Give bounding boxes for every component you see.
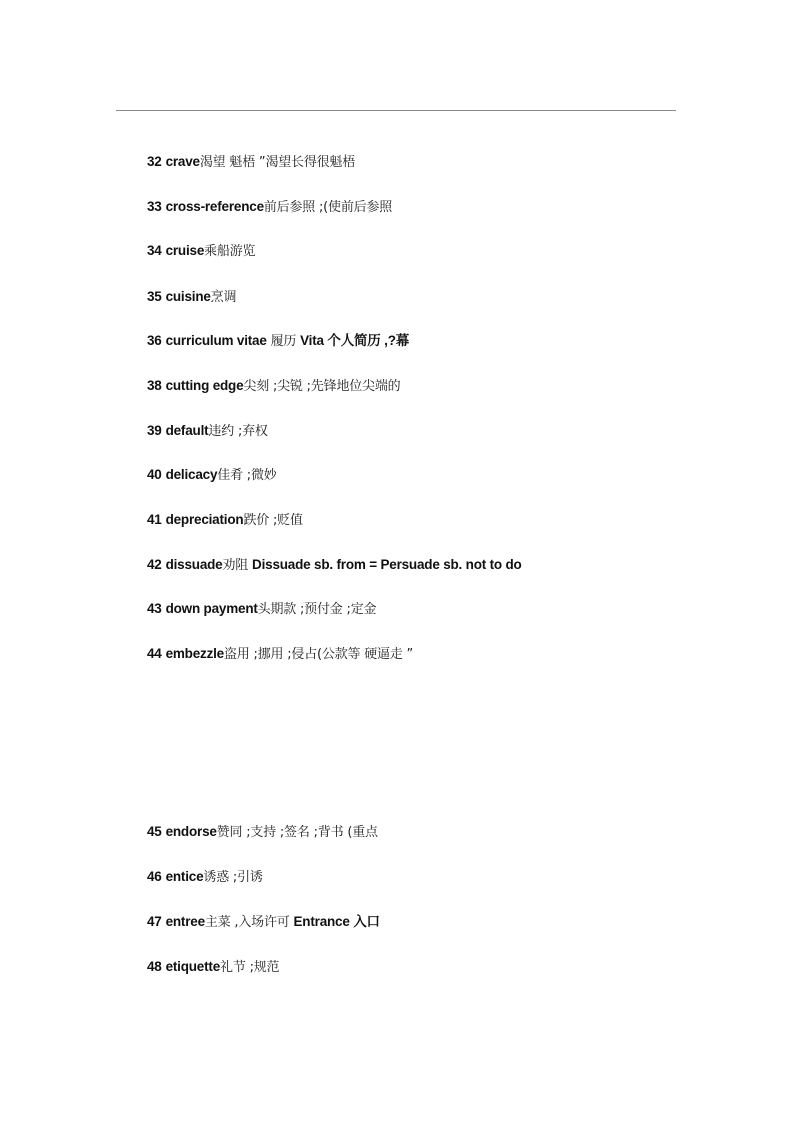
entry-definition: 主菜 ,入场许可 [204, 915, 294, 930]
entry-definition: 烹调 [210, 290, 237, 305]
entry-number: 47 [147, 914, 162, 929]
entry-number: 32 [147, 154, 162, 169]
entry-note: Vita 个人简历 ,?幕 [300, 333, 410, 348]
entry-definition: 劝阻 [222, 558, 253, 573]
entry-definition: 跌价 ;贬值 [243, 513, 303, 528]
entry-definition: 前后参照 ;(使前后参照 [263, 200, 393, 215]
vocab-entry-35 [147, 288, 236, 307]
entry-definition: 履历 [266, 334, 301, 349]
entry-definition: 赞同 ;支持 ;签名 ;背书 (重点 [216, 825, 378, 840]
entry-number: 34 [147, 243, 162, 258]
entry-definition: 礼节 ;规范 [220, 960, 280, 975]
entry-word: cruise [165, 243, 205, 258]
entry-word: entice [165, 869, 204, 884]
entry-number: 39 [147, 423, 162, 438]
entry-number: 42 [147, 557, 162, 572]
entry-word: default [165, 423, 209, 438]
entry-number: 41 [147, 512, 162, 527]
entry-word: crave [165, 154, 200, 169]
entry-word: entree [165, 914, 205, 929]
vocab-entry-38 [147, 377, 400, 396]
vocab-entry-46 [147, 868, 263, 887]
vocab-entry-32 [147, 153, 355, 172]
entry-word: down payment [165, 601, 258, 616]
entry-number: 33 [147, 199, 162, 214]
entry-number: 35 [147, 289, 162, 304]
entry-word: endorse [165, 824, 217, 839]
entry-number: 40 [147, 467, 162, 482]
vocab-entry-44 [147, 645, 413, 664]
entry-word: depreciation [165, 512, 244, 527]
vocab-entry-47 [147, 913, 380, 932]
entry-word: etiquette [165, 959, 221, 974]
entry-word: cuisine [165, 289, 211, 304]
entry-number: 45 [147, 824, 162, 839]
entry-number: 36 [147, 333, 162, 348]
entry-number: 43 [147, 601, 162, 616]
entry-note: Entrance 入口 [293, 914, 380, 929]
entry-note: Dissuade sb. from = Persuade sb. not to do [252, 557, 522, 572]
entry-definition: 诱惑 ;引诱 [203, 870, 263, 885]
vocab-entry-39 [147, 422, 268, 441]
entry-word: delicacy [165, 467, 218, 482]
entry-definition: 渴望 魁梧 ”渴望长得很魁梧 [199, 155, 356, 170]
entry-definition: 佳肴 ;微妙 [217, 468, 277, 483]
vocab-entry-45 [147, 823, 378, 842]
entry-word: embezzle [165, 646, 224, 661]
entry-definition: 尖刻 ;尖锐 ;先锋地位尖端的 [243, 379, 401, 394]
entry-number: 48 [147, 959, 162, 974]
vocab-entry-36 [147, 332, 409, 351]
vocab-entry-48 [147, 958, 279, 977]
header-rule [116, 110, 676, 111]
vocab-entry-33 [147, 198, 392, 217]
vocab-entry-42 [147, 556, 522, 575]
entry-word: curriculum vitae [165, 333, 267, 348]
entry-word: cross-reference [165, 199, 264, 214]
entry-word: dissuade [165, 557, 223, 572]
entry-definition: 头期款 ;预付金 ;定金 [257, 602, 377, 617]
entry-definition: 盗用 ;挪用 ;侵占(公款等 硬逼走 ” [224, 647, 414, 662]
vocab-entry-41 [147, 511, 303, 530]
vocab-entry-43 [147, 600, 376, 619]
vocab-entry-40 [147, 466, 277, 485]
entry-number: 44 [147, 646, 162, 661]
vocab-entry-34 [147, 242, 255, 261]
entry-word: cutting edge [165, 378, 244, 393]
entry-number: 38 [147, 378, 162, 393]
entry-definition: 违约 ;弃权 [208, 424, 268, 439]
entry-number: 46 [147, 869, 162, 884]
entry-definition: 乘船游览 [204, 244, 256, 259]
